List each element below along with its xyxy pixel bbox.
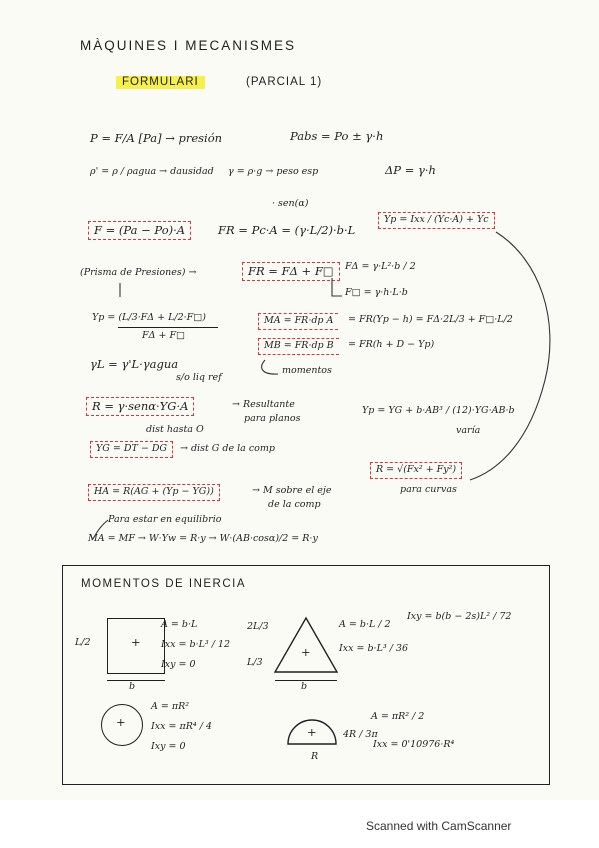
circle-shape xyxy=(101,704,143,746)
rect-centroid: + xyxy=(131,635,141,649)
subtitle-highlight: FORMULARI xyxy=(116,76,205,89)
equilibrium-formula: MA = MF → W·Yw = R·y → W·(AB·cosα)/2 = R·y xyxy=(88,533,318,544)
triangle-centroid: + xyxy=(301,645,311,659)
semicircle-radius-label: R xyxy=(311,751,319,762)
triangle-area: A = b·L / 2 xyxy=(339,619,391,630)
rect-side-label: L/2 xyxy=(75,637,91,648)
f-rect-formula: F□ = γ·h·L·b xyxy=(345,287,408,298)
rect-area: A = b·L xyxy=(161,619,198,630)
yp-box: Yp = Ixx / (Yc·A) + Yc xyxy=(378,212,495,229)
mb-rest: = FR(h + D − Yp) xyxy=(348,339,435,350)
circle-ixx: Ixx = πR⁴ / 4 xyxy=(151,721,212,732)
absolute-pressure-formula: Pabs = Po ± γ·h xyxy=(290,129,384,143)
rectangle-shape xyxy=(107,618,165,674)
r-curve-box: R = √(Fx² + Fy²) xyxy=(370,462,462,479)
triangle-base-label: b xyxy=(301,681,308,692)
circle-ixy: Ixy = 0 xyxy=(151,741,186,752)
gamma-l-note: s/o liq ref xyxy=(176,372,222,383)
moments-arrow xyxy=(262,360,278,374)
pressure-formula: P = F/A [Pa] → presión xyxy=(90,131,223,145)
triangle-ixy: Ixy = b(b − 2s)L² / 72 xyxy=(407,611,512,622)
yp-prism-denominator: FΔ + F□ xyxy=(142,330,186,341)
triangle-ixx: Ixx = b·L³ / 36 xyxy=(339,643,409,654)
circle-area: A = πR² xyxy=(151,701,190,712)
semicircle-centroid: + xyxy=(307,725,317,739)
ma-rest: = FR(Yp − h) = FΔ·2L/3 + F□·L/2 xyxy=(348,314,513,325)
page-title: MÀQUINES I MECANISMES xyxy=(80,38,297,53)
semicircle-area: A = πR² / 2 xyxy=(371,711,425,722)
rect-base-label: b xyxy=(129,681,136,692)
relative-density-formula: ρ' = ρ / ρagua → dausidad xyxy=(90,166,214,177)
f-triangle-formula: FΔ = γ·L²·b / 2 xyxy=(345,261,416,272)
r-note-resultante: → Resultante xyxy=(232,399,295,410)
bracket-arrow xyxy=(332,278,342,296)
prism-label: (Prisma de Presiones) → xyxy=(80,267,197,278)
yg-box: YG = DT − DG xyxy=(90,441,173,458)
circle-centroid: + xyxy=(116,715,126,729)
equilibrium-note: Para estar en equilibrio xyxy=(108,514,222,525)
fr-formula: FR = Pc·A = (γ·L/2)·b·L xyxy=(218,223,356,237)
delta-p-formula: ΔP = γ·h xyxy=(385,163,436,177)
rect-base-line xyxy=(107,680,165,681)
semicircle-distance: 4R / 3π xyxy=(343,729,378,740)
inertia-title: MOMENTOS DE INERCIA xyxy=(81,578,247,590)
inertia-box xyxy=(62,565,550,785)
yg-note: → dist G de la comp xyxy=(180,443,275,454)
equilibrium-arrow xyxy=(92,520,108,540)
gamma-l-formula: γL = γ'L·γagua xyxy=(90,357,179,371)
force-box: F = (Pa − Po)·A xyxy=(88,221,191,240)
ma-box: MA = FR·dp A xyxy=(258,313,338,330)
subtitle-rest: (PARCIAL 1) xyxy=(246,76,323,88)
yp-right-note: varía xyxy=(456,425,481,436)
yp-prism-numerator: Yp = (L/3·FΔ + L/2·F□) xyxy=(92,312,206,323)
mb-box: MB = FR·dp B xyxy=(258,338,339,355)
rect-ixy: Ixy = 0 xyxy=(161,659,196,670)
r-note-planos: para planos xyxy=(244,413,301,424)
r-box: R = γ·senα·YG·A xyxy=(86,397,194,416)
ha-box: HA = R(AG + (Yp − YG)) xyxy=(88,484,220,501)
curve-arrow xyxy=(470,232,550,480)
scanner-footer: Scanned with CamScanner xyxy=(366,819,512,833)
moments-note: momentos xyxy=(282,365,332,376)
triangle-bottom-label: L/3 xyxy=(247,657,263,668)
sen-note: · sen(α) xyxy=(272,198,309,209)
yp-right-formula: Yp = YG + b·AB³ / (12)·YG·AB·b xyxy=(362,405,515,416)
rect-ixx: Ixx = b·L³ / 12 xyxy=(161,639,231,650)
ha-note-eje: → M sobre el eje xyxy=(252,485,332,496)
semicircle-ixx: Ixx = 0'10976·R⁴ xyxy=(373,739,455,750)
r-curve-note: para curvas xyxy=(400,484,457,495)
dist-hasta-note: dist hasta O xyxy=(146,424,204,435)
fr-sum-box: FR = FΔ + F□ xyxy=(242,262,340,281)
specific-weight-formula: γ = ρ·g → peso esp xyxy=(228,166,319,177)
triangle-top-label: 2L/3 xyxy=(247,621,269,632)
ha-note-comp: de la comp xyxy=(268,499,321,510)
